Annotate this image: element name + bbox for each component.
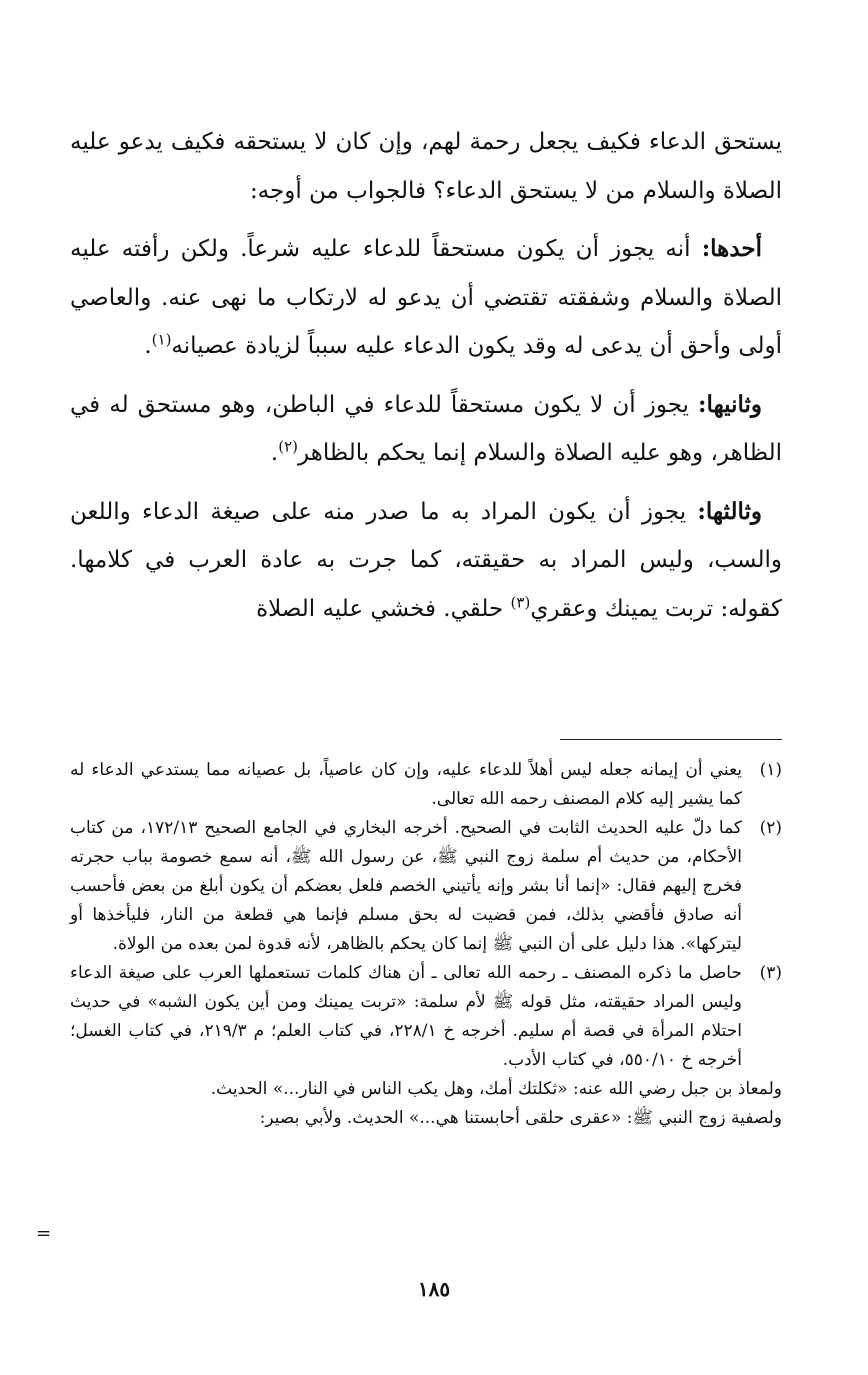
footnote-number: (٢) <box>759 818 782 838</box>
footnote-2 <box>70 814 782 959</box>
footnote-ref-3: (٣) <box>510 592 531 611</box>
footnote-ref-1: (١) <box>151 330 172 349</box>
third-aspect-heading: وثالثها: <box>697 497 762 525</box>
footnote-text: يعني أن إيمانه جعله ليس أهلاً للدعاء عليه، وإن كان عاصياً، بل عصيانه مما يستدعي الدعاء له كما يشير إليه كلام المصنف رحمه الله تعالى. <box>70 760 742 809</box>
third-aspect-text-b: حلقي. فخشي عليه الصلاة <box>256 595 511 622</box>
footnote-ref-2: (٢) <box>278 437 298 456</box>
continuation-mark: = <box>36 1223 52 1244</box>
intro-paragraph <box>70 118 782 215</box>
footnote-1 <box>70 756 782 814</box>
third-aspect-text-a: يجوز أن يكون المراد به ما صدر منه على صيغة الدعاء واللعن والسب، وليس المراد به حقيقته، كما جرت به عادة العرب في كلامها. كقوله: تربت يمينك وعقري <box>70 498 782 622</box>
page-number: ١٨٥ <box>417 1277 451 1301</box>
footnote-text: كما دلّ عليه الحديث الثابت في الصحيح. أخرجه البخاري في الجامع الصحيح ١٧٢/١٣، من كتاب الأحكام، من حديث أم سلمة زوج النبي ﷺ، عن رسول الله ﷺ، أنه سمع خصومة بباب حجرته فخرج إليهم فقال: «إنما أنا بشر وإنه يأتيني الخصم فلعل بعضكم أن يكون أبلغ من بعض فأحسب أنه صادق فأقضي بذلك، فمن قضيت له بحق مسلم فإنما هي قطعة من النار، فليأخذها أو ليتركها». هذا دليل على أن النبي ﷺ إنما كان يحكم بالظاهر، لأنه قدوة لمن بعده من الولاة. <box>70 818 742 954</box>
footnote-3-safiyya: ولصفية زوج النبي ﷺ: «عقرى حلقى أحابستنا هي...» الحديث. ولأبي بصير: <box>259 1108 782 1128</box>
footnote-number: (١) <box>759 760 782 780</box>
paragraph-first-aspect <box>70 225 782 371</box>
first-aspect-text: أنه يجوز أن يكون مستحقاً للدعاء عليه شرعاً. ولكن رأفته عليه الصلاة والسلام وشفقته تقتضي أن يدعو له لارتكاب ما نهى عنه. والعاصي أولى وأحق أن يدعى له وقد يكون الدعاء عليه سبباً لزيادة عصيانه <box>70 236 782 359</box>
first-aspect-end: . <box>144 333 152 359</box>
footnote-text: حاصل ما ذكره المصنف ـ رحمه الله تعالى ـ أن هناك كلمات تستعملها العرب على صيغة الدعاء وليس المراد حقيقته، مثل قوله ﷺ لأم سلمة: «تربت يمينك ومن أين يكون الشبه» في حديث احتلام المرأة في قصة أم سليم. أخرجه خ ٢٢٨/١، في كتاب العلم؛ م ٢١٩/٣، في كتاب الغسل؛ أخرجه خ ٥٥٠/١٠، في كتاب الأدب. <box>70 963 742 1070</box>
paragraph-second-aspect <box>70 381 782 478</box>
footnotes-section <box>70 756 782 1133</box>
paragraph-third-aspect <box>70 488 782 634</box>
second-aspect-text: يجوز أن لا يكون مستحقاً للدعاء في الباطن، وهو مستحق له في الظاهر، وهو عليه الصلاة والسلام إنما يحكم بالظاهر <box>70 391 782 466</box>
footnote-separator <box>560 739 782 740</box>
intro-line-1: يستحق الدعاء فكيف يجعل رحمة لهم، وإن كان لا يستحقه فكيف يدعو <box>118 129 782 155</box>
footnote-3 <box>70 959 782 1075</box>
first-aspect-heading: أحدها: <box>701 235 762 262</box>
second-aspect-end: . <box>270 440 279 466</box>
intro-line-2: عليه الصلاة والسلام من لا يستحق الدعاء؟ فالجواب من أوجه: <box>70 129 782 204</box>
footnote-3-muadh: ولمعاذ بن جبل رضي الله عنه: «ثكلتك أمك، وهل يكب الناس في النار...» الحديث. <box>210 1079 782 1099</box>
main-text <box>70 118 782 633</box>
footnote-number: (٣) <box>759 963 782 983</box>
second-aspect-heading: وثانيها: <box>698 390 762 418</box>
